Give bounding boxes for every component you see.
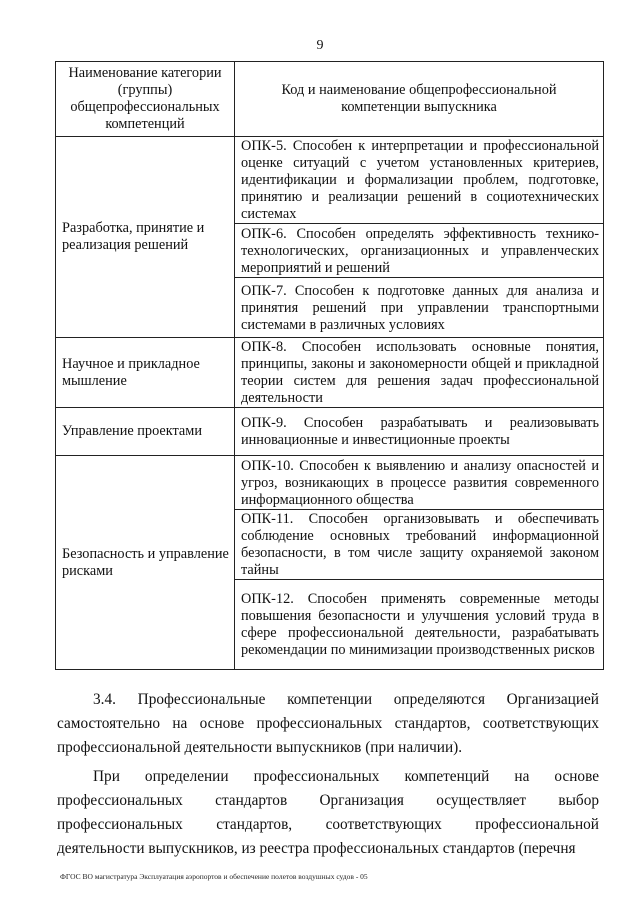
paragraph-text: 3.4. Профессиональные компетенции определяются Организацией самостоятельно на основе профессиональных стандартов, соответствующих профессиональной деятельности выпускников (при наличии). [57,691,599,756]
paragraph-3-4 [57,688,599,760]
category-cell: Научное и прикладное мышление [56,338,235,408]
paragraph-continued [57,765,599,861]
paragraph-text: При определении профессиональных компетенций на основе профессиональных стандартов Организация осуществляет выбор профессиональных стандартов, соответствующих профессиональной деятельности выпускников, из реестра профессиональных стандартов (перечня [57,768,599,857]
page-number: 9 [316,38,324,53]
competence-table [55,61,604,670]
table-row [56,338,604,408]
document-footer: ФГОС ВО магистратура Эксплуатация аэропортов и обеспечение полетов воздушных судов - 05 [60,872,368,881]
competence-cell: ОПК-7. Способен к подготовке данных для анализа и принятия решений при управлении транспортными системами в различных условиях [235,278,604,338]
header-category: Наименование категории (группы) общепрофессиональных компетенций [56,62,235,137]
table-row [56,137,604,224]
category-cell: Разработка, принятие и реализация решений [56,137,235,338]
competence-cell: ОПК-10. Способен к выявлению и анализу опасностей и угроз, возникающих в процессе развития современного информационного общества [235,456,604,510]
category-cell: Безопасность и управление рисками [56,456,235,670]
competence-cell: ОПК-11. Способен организовывать и обеспечивать соблюдение основных требований информационной безопасности, в том числе защиту охраняемой законом тайны [235,510,604,580]
table-row [56,456,604,510]
competence-cell: ОПК-8. Способен использовать основные понятия, принципы, законы и закономерности общей и прикладной теории систем для решения задач профессиональной деятельности [235,338,604,408]
competence-cell: ОПК-12. Способен применять современные методы повышения безопасности и улучшения условий труда в сфере профессиональной деятельности, разрабатывать рекомендации по минимизации производственных рисков [235,580,604,670]
category-cell: Управление проектами [56,408,235,456]
header-competence: Код и наименование общепрофессиональной компетенции выпускника [235,62,604,137]
competence-cell: ОПК-9. Способен разрабатывать и реализовывать инновационные и инвестиционные проекты [235,408,604,456]
competence-cell: ОПК-6. Способен определять эффективность технико-технологических, организационных и управленческих мероприятий и решений [235,224,604,278]
table-header-row [56,62,604,137]
table-row [56,408,604,456]
competence-cell: ОПК-5. Способен к интерпретации и профессиональной оценке ситуаций с учетом установленных критериев, идентификации и формализации проблем, подготовке, принятию и реализации решений в социотехнических системах [235,137,604,224]
